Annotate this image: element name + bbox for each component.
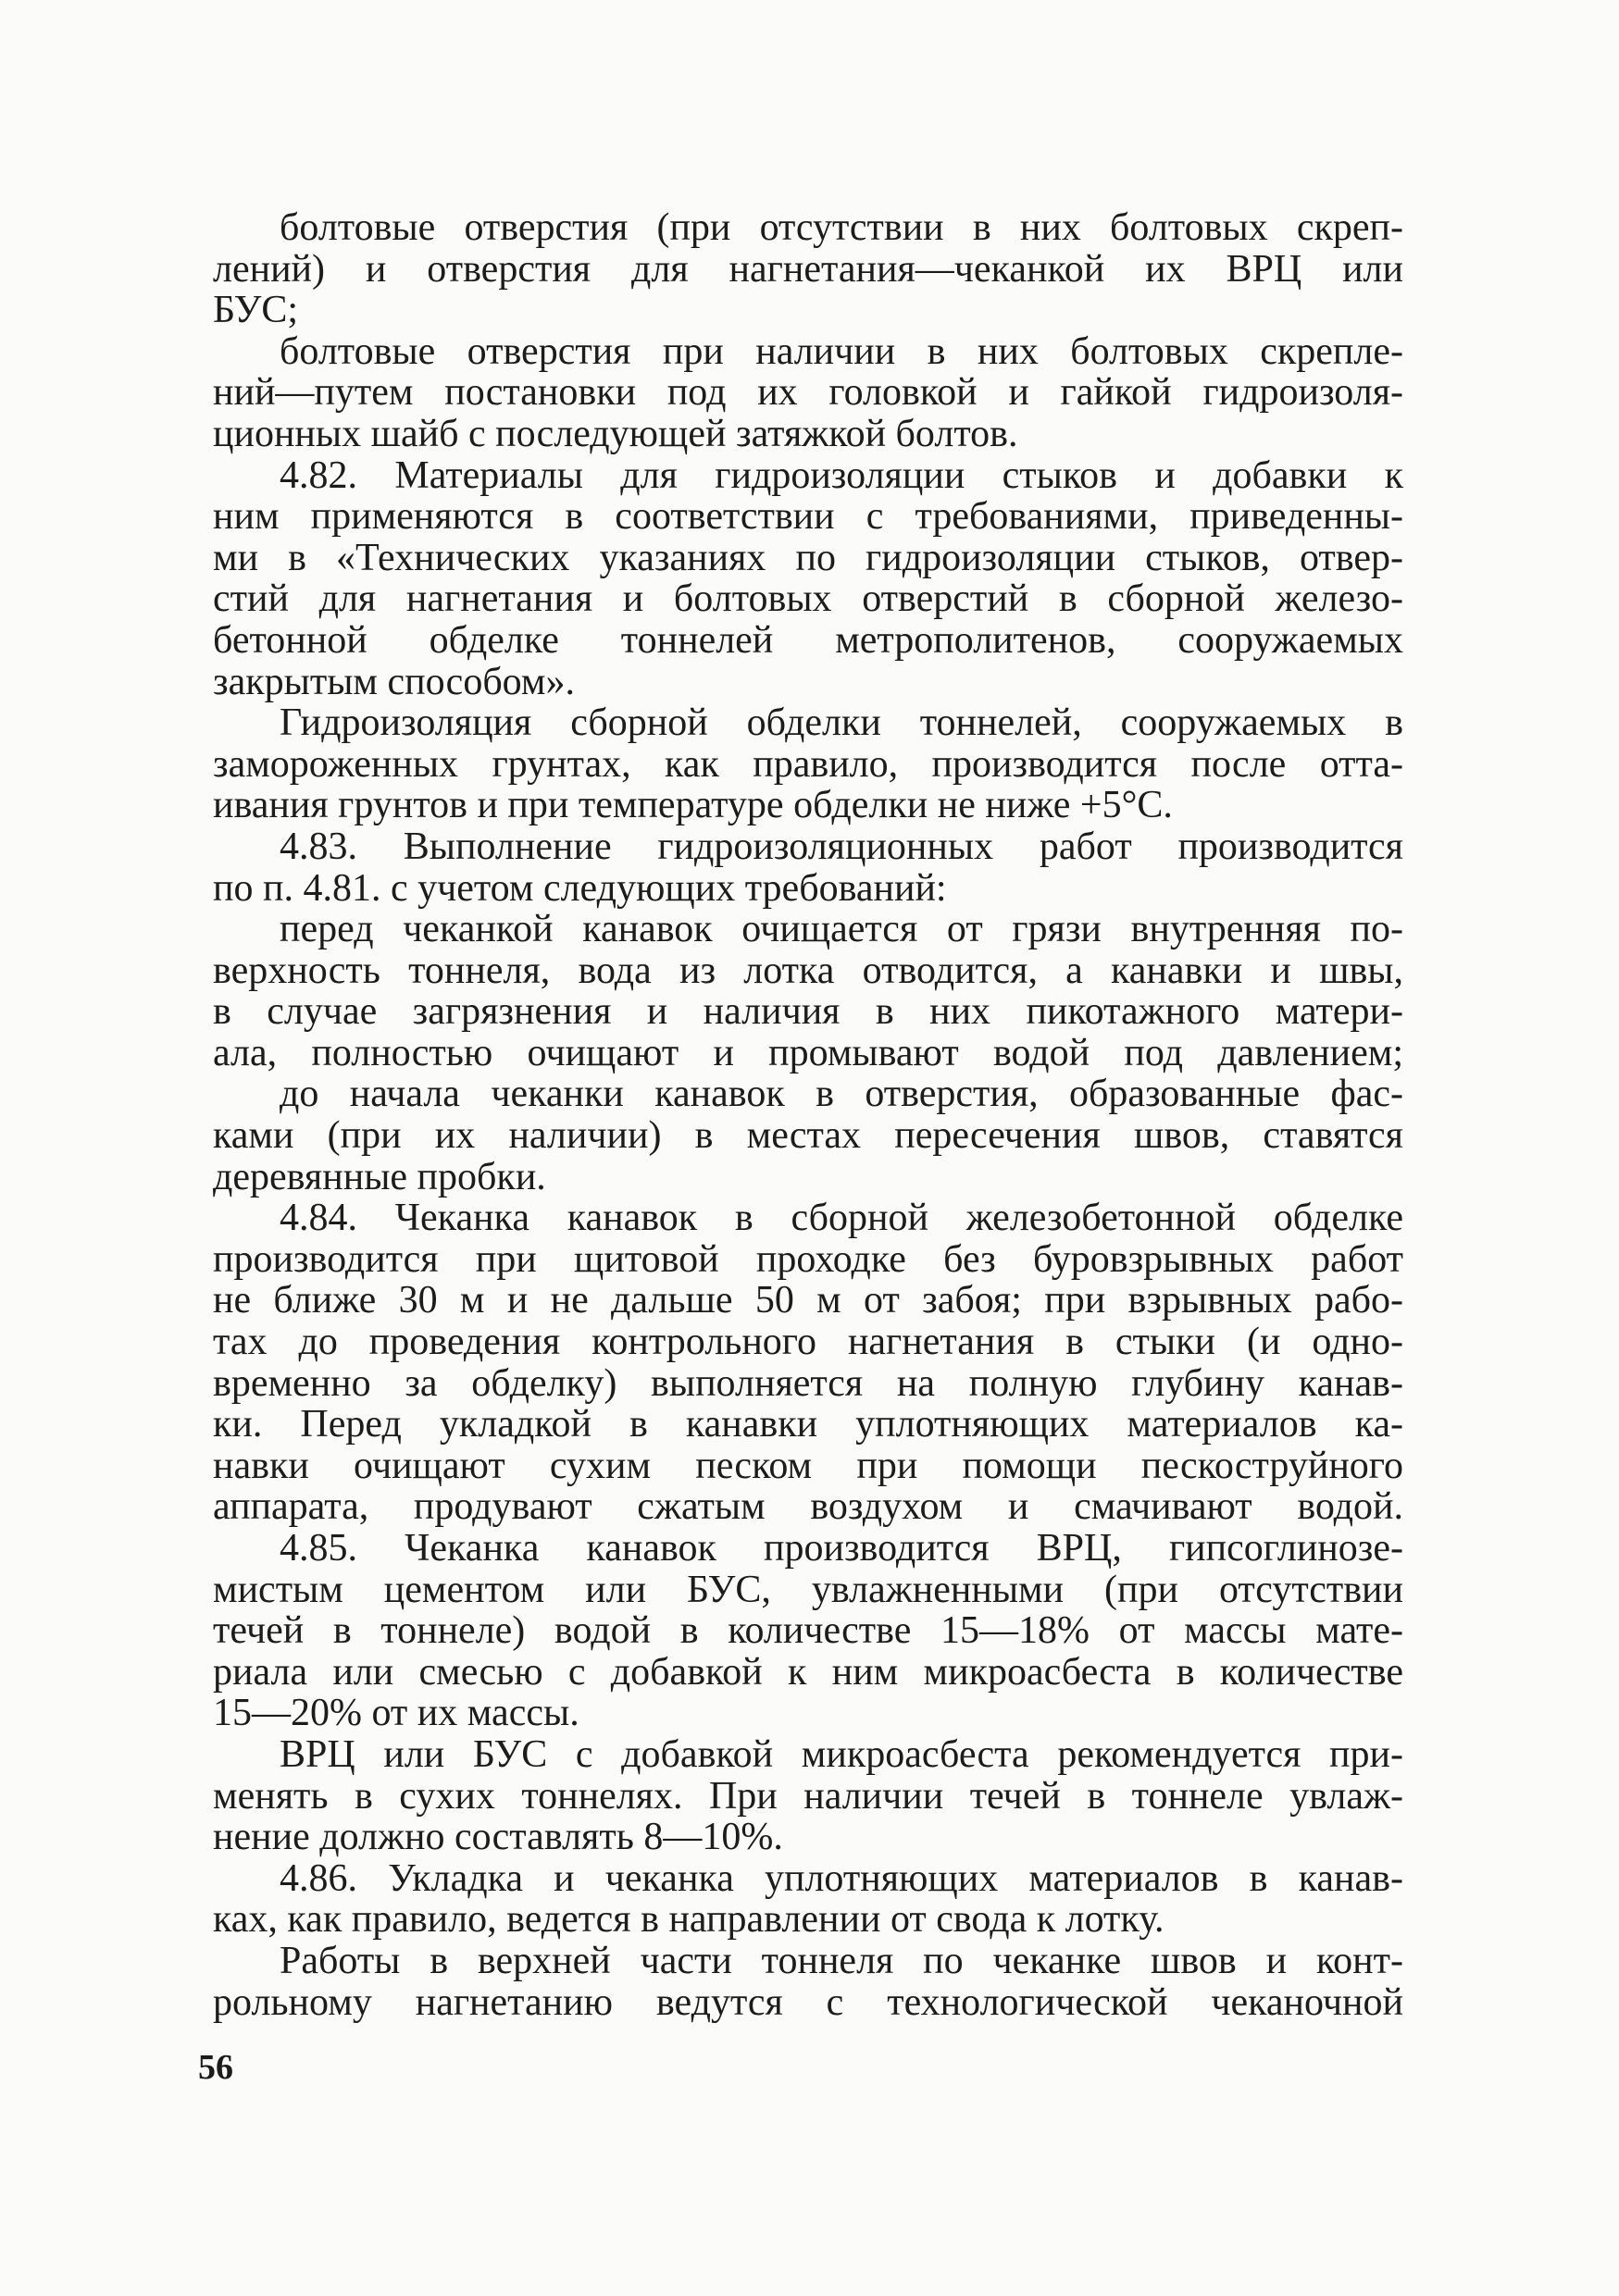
paragraph — [213, 1074, 1403, 1198]
text-line: 4.83. Выполнение гидроизоляционных работ производится — [280, 825, 1403, 868]
text-line: бетонной обделке тоннелей метрополитенов, сооружаемых — [213, 618, 1403, 662]
text-line: БУС; — [213, 289, 299, 332]
text-line: лений) и отверстия для нагнетания—чеканкой их ВРЦ или — [213, 247, 1403, 291]
text-line: болтовые отверстия при наличии в них болтовых скрепле- — [280, 329, 1403, 373]
text-line: риала или смесью с добавкой к ним микроасбеста в количестве — [213, 1650, 1403, 1694]
text-line: перед чеканкой канавок очищается от грязи внутренняя по- — [280, 908, 1403, 951]
text-line: не ближе 30 м и не дальше 50 м от забоя; при взрывных рабо- — [213, 1279, 1403, 1322]
text-line: производится при щитовой проходке без буровзрывных работ — [213, 1237, 1403, 1281]
text-line: ки. Перед укладкой в канавки уплотняющих материалов ка- — [213, 1403, 1403, 1446]
text-line: закрытым способом». — [213, 660, 575, 703]
text-line: тах до проведения контрольного нагнетания в стыки (и одно- — [213, 1321, 1403, 1364]
text-line: стий для нагнетания и болтовых отверстий в сборной железо- — [213, 577, 1403, 621]
page-number: 56 — [198, 2048, 233, 2087]
text-line: 15—20% от их массы. — [213, 1692, 579, 1735]
paragraph — [213, 207, 1403, 331]
paragraph — [213, 1198, 1403, 1528]
text-line: нение должно составлять 8—10%. — [213, 1816, 783, 1859]
text-line: 4.85. Чеканка канавок производится ВРЦ, гипсоглинозе- — [280, 1527, 1403, 1570]
text-line: деревянные пробки. — [213, 1155, 546, 1198]
body-text — [213, 207, 1403, 2023]
paragraph — [213, 455, 1403, 703]
text-line: ками (при их наличии) в местах пересечения швов, ставятся — [213, 1114, 1403, 1158]
text-line: болтовые отверстия (при отсутствии в них болтовых скреп- — [280, 206, 1403, 249]
text-line: до начала чеканки канавок в отверстия, образованные фас- — [280, 1073, 1403, 1116]
text-line: 4.84. Чеканка канавок в сборной железобетонной обделке — [280, 1197, 1403, 1240]
text-line: ВРЦ или БУС с добавкой микроасбеста рекомендуется при- — [280, 1732, 1403, 1776]
text-line: менять в сухих тоннелях. При наличии течей в тоннеле увлаж- — [213, 1774, 1403, 1818]
text-line: верхность тоннеля, вода из лотка отводится, а канавки и швы, — [213, 949, 1403, 992]
text-line: временно за обделку) выполняется на полную глубину канав- — [213, 1361, 1403, 1405]
paragraph — [213, 909, 1403, 1074]
text-line: навки очищают сухим песком при помощи пескоструйного — [213, 1444, 1403, 1487]
text-line: рольному нагнетанию ведутся с технологической чеканочной — [213, 1980, 1403, 2024]
text-line: ционных шайб с последующей затяжкой болтов. — [213, 412, 1018, 455]
text-line: по п. 4.81. с учетом следующих требований: — [213, 866, 947, 910]
text-line: в случае загрязнения и наличия в них пикотажного матери- — [213, 990, 1403, 1034]
paragraph — [213, 1734, 1403, 1858]
text-line: Работы в верхней части тоннеля по чеканке швов и конт- — [280, 1939, 1403, 1982]
text-line: ми в «Технических указаниях по гидроизоляции стыков, отвер- — [213, 536, 1403, 579]
text-line: аппарата, продувают сжатым воздухом и смачивают водой. — [213, 1485, 1403, 1529]
text-line: 4.86. Укладка и чеканка уплотняющих материалов в канав- — [280, 1856, 1403, 1900]
text-line: 4.82. Материалы для гидроизоляции стыков и добавки к — [280, 453, 1403, 497]
paragraph — [213, 826, 1403, 909]
text-line: Гидроизоляция сборной обделки тоннелей, сооружаемых в — [280, 701, 1403, 745]
text-line: ивания грунтов и при температуре обделки не ниже +5°С. — [213, 784, 1173, 827]
text-line: ним применяются в соответствии с требованиями, приведенны- — [213, 495, 1403, 539]
text-line: замороженных грунтах, как правило, производится после отта- — [213, 742, 1403, 786]
text-line: ках, как правило, ведется в направлении от свода к лотку. — [213, 1898, 1164, 1942]
paragraph — [213, 1941, 1403, 2023]
text-line: ний—путем постановки под их головкой и гайкой гидроизоля- — [213, 371, 1403, 415]
paragraph — [213, 1858, 1403, 1941]
text-line: мистым цементом или БУС, увлажненными (при отсутствии — [213, 1568, 1403, 1611]
text-line: течей в тоннеле) водой в количестве 15—18% от массы мате- — [213, 1609, 1403, 1653]
text-line: ала, полностью очищают и промывают водой под давлением; — [213, 1031, 1403, 1074]
paragraph — [213, 331, 1403, 455]
paragraph — [213, 702, 1403, 826]
paragraph — [213, 1528, 1403, 1734]
